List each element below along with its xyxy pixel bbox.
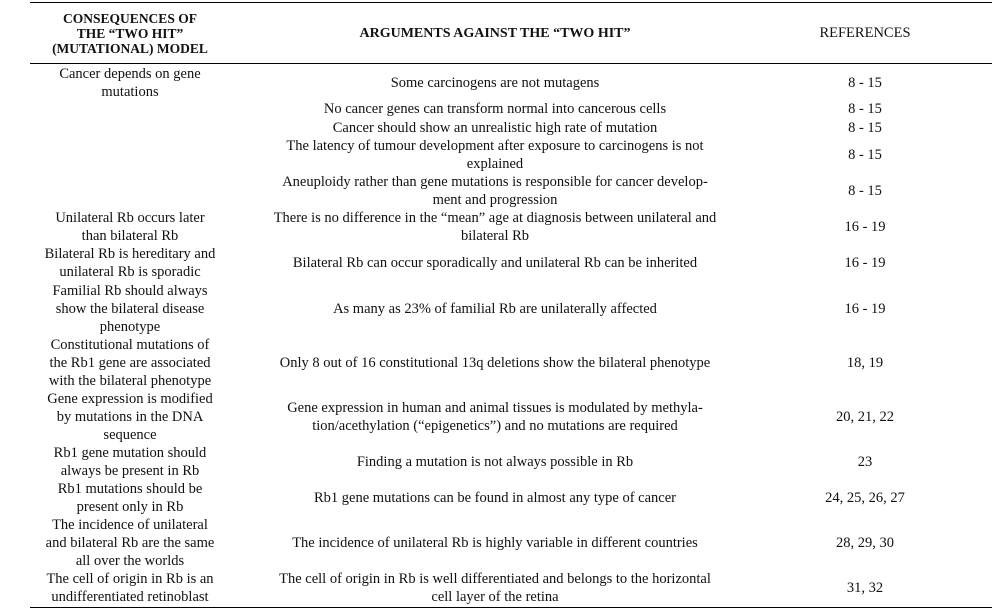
row-2-argument: No cancer genes can transform normal into cancerous cells <box>323 101 667 117</box>
row-4-consequence <box>30 137 230 173</box>
row-10-argument: Gene expression in human and animal tissues is modulated by methyla- tion/acethylation (“epigenetics”) and no mutations are required <box>287 400 703 434</box>
row-9-argument: Only 8 out of 16 constitutional 13q deletions show the bilateral phenotype <box>279 355 711 371</box>
row-12-references: 24, 25, 26, 27 <box>825 490 905 506</box>
row-6-references: 16 - 19 <box>844 219 886 235</box>
row-2-consequence <box>30 100 230 118</box>
row-6-consequence: Unilateral Rb occurs later than bilateral Rb <box>55 210 205 244</box>
row-14-references: 31, 32 <box>846 580 884 596</box>
row-13-references: 28, 29, 30 <box>836 535 894 551</box>
row-12-argument: Rb1 gene mutations can be found in almost any type of cancer <box>314 490 676 506</box>
row-8-argument: As many as 23% of familial Rb are unilaterally affected <box>333 301 657 317</box>
row-7-consequence: Bilateral Rb is hereditary and unilateral Rb is sporadic <box>44 246 216 280</box>
row-1-consequence: Cancer depends on gene mutations <box>59 66 201 100</box>
row-5-consequence <box>30 173 230 209</box>
header-rule <box>30 63 992 64</box>
row-1-argument: Some carcinogens are not mutagens <box>390 75 600 91</box>
row-2-references: 8 - 15 <box>848 101 882 117</box>
row-4-references: 8 - 15 <box>848 147 882 163</box>
row-5-argument: Aneuploidy rather than gene mutations is responsible for cancer develop- ment and progression <box>282 174 708 208</box>
row-3-references: 8 - 15 <box>848 120 882 136</box>
row-9-references: 18, 19 <box>846 355 884 371</box>
row-10-consequence: Gene expression is modified by mutations in the DNA sequence <box>47 391 213 443</box>
row-11-references: 23 <box>857 454 873 470</box>
row-3-consequence <box>30 119 230 137</box>
row-14-consequence: The cell of origin in Rb is an undifferentiated retinoblast <box>46 571 214 605</box>
row-1-references: 8 - 15 <box>848 75 882 91</box>
row-12-consequence: Rb1 mutations should be present only in Rb <box>57 481 203 515</box>
header-references: REFERENCES <box>819 24 911 41</box>
header-consequences: CONSEQUENCES OF THE “TWO HIT” (MUTATIONAL) MODEL <box>52 10 208 56</box>
row-5-references: 8 - 15 <box>848 183 882 199</box>
row-7-argument: Bilateral Rb can occur sporadically and unilateral Rb can be inherited <box>292 255 698 271</box>
row-4-argument: The latency of tumour development after exposure to carcinogens is not explained <box>286 138 704 172</box>
top-rule <box>30 2 992 3</box>
header-arguments: ARGUMENTS AGAINST THE “TWO HIT” <box>359 25 631 41</box>
row-14-argument: The cell of origin in Rb is well differentiated and belongs to the horizontal cell layer of the retina <box>279 571 711 605</box>
row-3-argument: Cancer should show an unrealistic high rate of mutation <box>332 120 658 136</box>
row-10-references: 20, 21, 22 <box>836 409 894 425</box>
row-8-consequence: Familial Rb should always show the bilateral disease phenotype <box>52 283 208 335</box>
bottom-rule <box>30 607 992 608</box>
row-13-argument: The incidence of unilateral Rb is highly variable in different countries <box>292 535 698 551</box>
row-13-consequence: The incidence of unilateral and bilateral Rb are the same all over the worlds <box>45 517 215 569</box>
row-8-references: 16 - 19 <box>844 301 886 317</box>
row-6-argument: There is no difference in the “mean” age at diagnosis between unilateral and bilateral Rb <box>273 210 717 244</box>
row-11-consequence: Rb1 gene mutation should always be present in Rb <box>53 445 207 479</box>
row-7-references: 16 - 19 <box>844 255 886 271</box>
row-9-consequence: Constitutional mutations of the Rb1 gene are associated with the bilateral phenotype <box>48 337 212 389</box>
row-11-argument: Finding a mutation is not always possible in Rb <box>356 454 634 470</box>
